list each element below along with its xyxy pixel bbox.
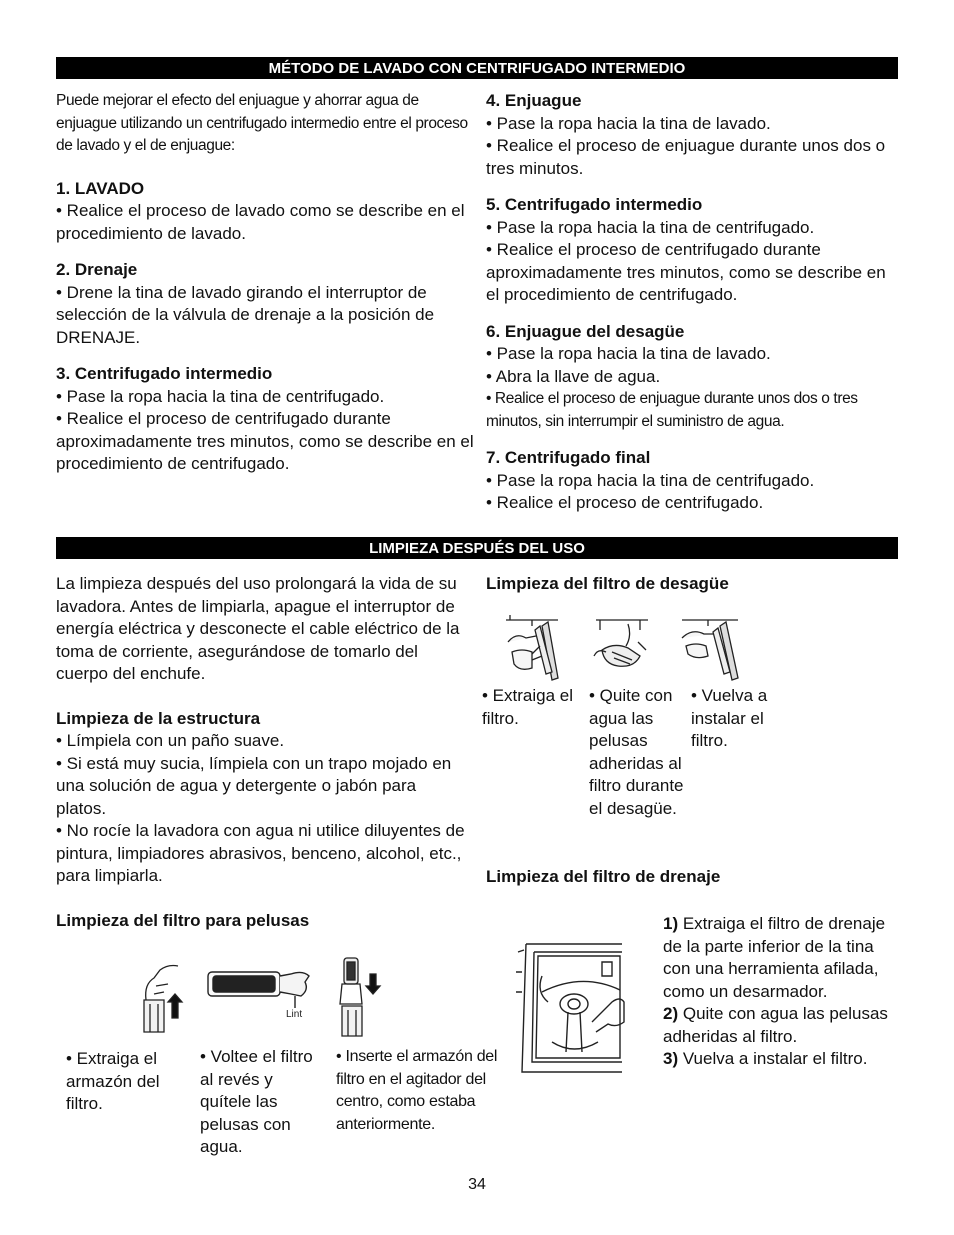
step-4-text-2: • Realice el proceso de enjuague durante unos dos o tres minutos.: [486, 136, 886, 178]
cleaning-intro: La limpieza después del uso prolongará la vida de su lavadora. Antes de limpiarla, apague el interruptor de energía eléctrica y desconecte el cable eléctrico de la toma de corriente, asegurándose de tomarlo del cuerpo del enchufe.: [56, 574, 460, 683]
cleaning-left-column: [56, 573, 470, 888]
structure-text-2: • Si está muy sucia, límpiela con un trapo mojado en una solución de agua y detergente o jabón para platos.: [56, 753, 452, 818]
desague-caption-1: • Extraiga el filtro.: [482, 686, 573, 728]
section-header-rinse: MÉTODO DE LAVADO CON CENTRIFUGADO INTERMEDIO: [56, 57, 898, 79]
pelusas-filter-title: Limpieza del filtro para pelusas: [56, 911, 310, 930]
drain-filter-illustration: [512, 932, 628, 1078]
desague-caption-2: • Quite con agua las pelusas adheridas al filtro durante el desagüe.: [589, 686, 684, 818]
step-6-text-2: • Abra la llave de agua.: [486, 366, 661, 386]
drenaje-step-1: [663, 913, 901, 1003]
step-5-text-2: • Realice el proceso de centrifugado durante aproximadamente tres minutos, como se describe en el procedimiento de centrifugado.: [486, 240, 886, 304]
step-3-title: 3. Centrifugado intermedio: [56, 364, 273, 383]
desague-filter-title: Limpieza del filtro de desagüe: [486, 574, 729, 593]
pelusas-caption-3: • Inserte el armazón del filtro en el agitador del centro, como estaba anteriormente.: [336, 1048, 498, 1133]
desague-caption-3: • Vuelva a instalar el filtro.: [691, 686, 768, 750]
step-5-text-1: • Pase la ropa hacia la tina de centrifugado.: [486, 217, 815, 237]
rinse-filter-illustration: [588, 612, 654, 674]
step-6-text-1: • Pase la ropa hacia la tina de lavado.: [486, 344, 771, 363]
drenaje-step-3-number: 3): [663, 1049, 679, 1068]
insert-lint-frame-illustration: [336, 954, 386, 1038]
step-4-title: 4. Enjuague: [486, 91, 582, 110]
drenaje-step-2-number: 2): [663, 1004, 679, 1023]
rinse-right-column: [486, 90, 898, 515]
drenaje-step-3-text: Vuelva a instalar el filtro.: [678, 1049, 868, 1068]
step-3-text-1: • Pase la ropa hacia la tina de centrifugado.: [56, 386, 385, 406]
structure-text-1: • Límpiela con un paño suave.: [56, 731, 285, 750]
rinse-left-column: [56, 90, 474, 476]
step-4-text-1: • Pase la ropa hacia la tina de lavado.: [486, 113, 771, 133]
drenaje-step-2-text: Quite con agua las pelusas adheridas al filtro.: [663, 1004, 888, 1046]
drenaje-filter-title: Limpieza del filtro de drenaje: [486, 867, 721, 886]
drenaje-step-3: [663, 1048, 901, 1071]
rinse-intro: Puede mejorar el efecto del enjuague y ahorrar agua de enjuague utilizando un centrifugado intermedio entre el proceso de lavado y el de enjuague:: [56, 92, 468, 154]
remove-filter-illustration: [502, 612, 562, 682]
step-7-text-1: • Pase la ropa hacia la tina de centrifugado.: [486, 470, 815, 490]
structure-text-3: • No rocíe la lavadora con agua ni utilice diluyentes de pintura, limpiadores abrasivos, benceno, alcohol, etc., para limpiarla.: [56, 821, 465, 885]
drenaje-step-1-text: Extraiga el filtro de drenaje de la parte inferior de la tina con una herramienta afilada, como un desarmador.: [663, 914, 886, 1001]
reinstall-filter-illustration: [678, 612, 742, 682]
pelusas-caption-1: • Extraiga el armazón del filtro.: [66, 1049, 160, 1113]
page-number: 34: [468, 1176, 486, 1193]
step-5-title: 5. Centrifugado intermedio: [486, 195, 703, 214]
step-7-title: 7. Centrifugado final: [486, 448, 651, 467]
extract-lint-frame-illustration: [138, 960, 188, 1034]
drenaje-step-1-number: 1): [663, 914, 679, 933]
step-6-text-3: • Realice el proceso de enjuague durante unos dos o tres minutos, sin interrumpir el suministro de agua.: [486, 390, 858, 430]
step-3-text-2: • Realice el proceso de centrifugado durante aproximadamente tres minutos, como se describe en el procedimiento de centrifugado.: [56, 409, 474, 473]
step-6-title: 6. Enjuague del desagüe: [486, 321, 685, 341]
step-2-title: 2. Drenaje: [56, 260, 138, 279]
step-1-text: • Realice el proceso de lavado como se describe en el procedimiento de lavado.: [56, 201, 465, 243]
step-7-text-2: • Realice el proceso de centrifugado.: [486, 493, 764, 512]
lint-label: Lint: [286, 1009, 303, 1020]
section-header-cleaning: LIMPIEZA DESPUÉS DEL USO: [56, 537, 898, 559]
lint-filter-illustration: [205, 968, 315, 1022]
drenaje-step-2: [663, 1003, 901, 1048]
pelusas-caption-2: • Voltee el filtro al revés y quítele las pelusas con agua.: [200, 1047, 313, 1156]
drenaje-steps: [663, 913, 901, 1071]
structure-title: Limpieza de la estructura: [56, 708, 261, 728]
step-2-text: • Drene la tina de lavado girando el interruptor de selección de la válvula de drenaje a la posición de DRENAJE.: [56, 282, 435, 347]
step-1-title: 1. LAVADO: [56, 178, 145, 198]
